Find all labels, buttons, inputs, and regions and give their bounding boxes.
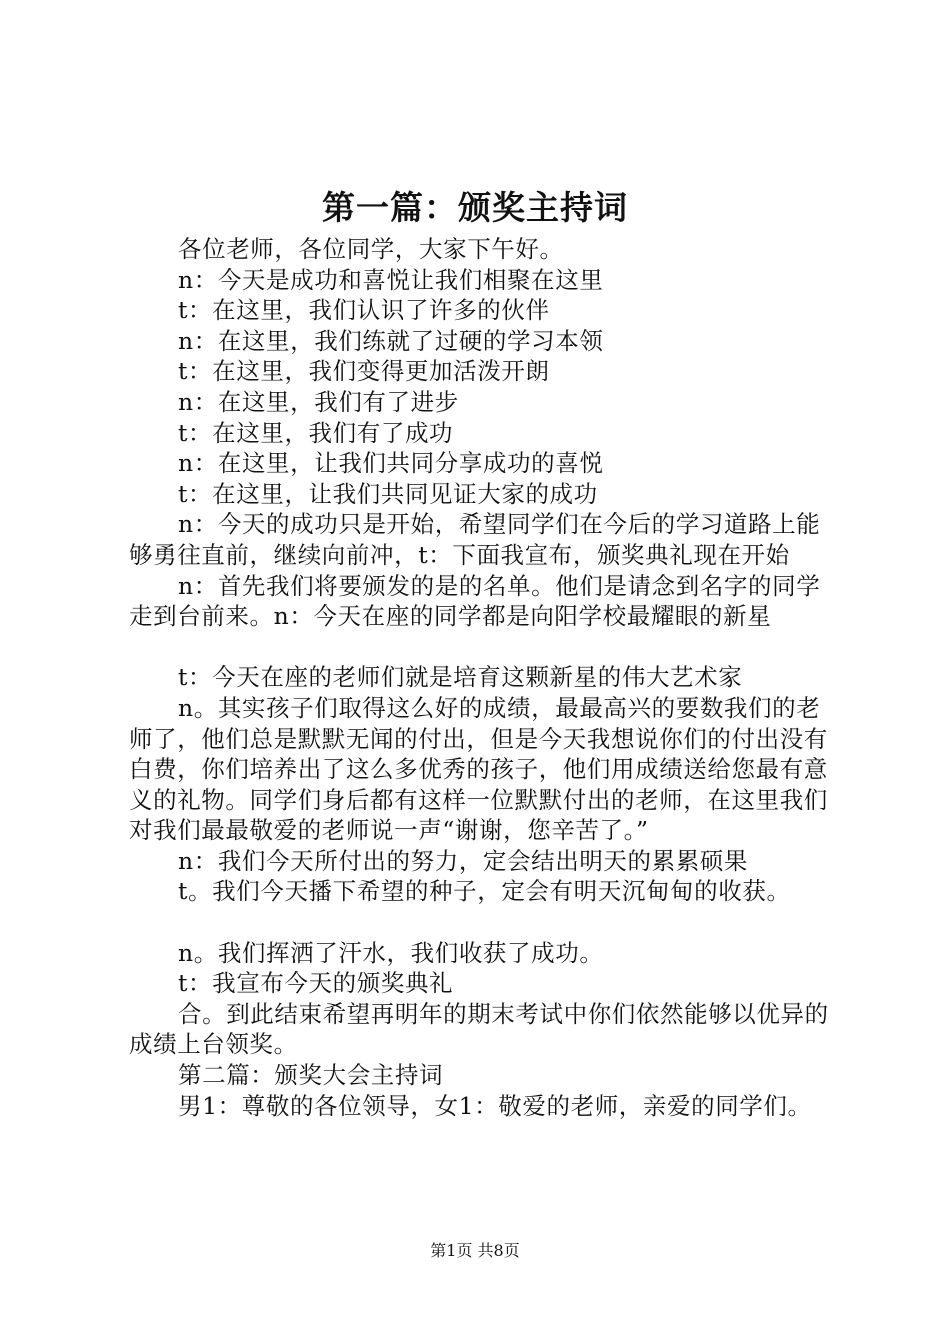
paragraph: t：在这里，我们认识了许多的伙伴 — [178, 296, 550, 325]
paragraph: n：首先我们将要颁发的是的名单。他们是请念到名字的同学走到台前来。n：今天在座的同学都是向阳学校最耀眼的新星 — [129, 571, 821, 631]
paragraph: t：我宣布今天的颁奖典礼 — [178, 969, 454, 998]
paragraph: t。我们今天播下希望的种子，定会有明天沉甸甸的收获。 — [178, 877, 791, 906]
document-title: 第一篇：颁奖主持词 — [322, 188, 628, 227]
paragraph: n：我们今天所付出的努力，定会结出明天的累累硕果 — [178, 846, 749, 875]
page-footer: 第1页 共8页 — [430, 1241, 520, 1260]
paragraph: 合。到此结束希望再明年的期末考试中你们依然能够以优异的成绩上台领奖。 — [129, 999, 829, 1059]
paragraph: n：今天是成功和喜悦让我们相聚在这里 — [178, 265, 604, 294]
section-heading: 第二篇：颁奖大会主持词 — [178, 1061, 444, 1090]
paragraph: n：今天的成功只是开始，希望同学们在今后的学习道路上能够勇往直前，继续向前冲，t：下面我宣布，颁奖典礼现在开始 — [129, 510, 821, 569]
paragraph: n：在这里，让我们共同分享成功的喜悦 — [178, 449, 604, 478]
paragraph: n。其实孩子们取得这么好的成绩，最最高兴的要数我们的老师了，他们总是默默无闻的付出，但是今天我想说你们的付出没有白费，你们培养出了这么多优秀的孩子，他们用成绩送给您最有意义的礼物。同学们身后都有这样一位默默付出的老师，在这里我们对我们最最敬爱的老师说一声“谢谢，您辛苦了。” — [129, 693, 828, 845]
paragraph: t：在这里，我们变得更加活泼开朗 — [178, 357, 550, 386]
paragraph: t：在这里，我们有了成功 — [178, 418, 454, 447]
document-body — [129, 234, 841, 1121]
paragraph: 男1：尊敬的各位领导，女1：敬爱的老师，亲爱的同学们。 — [178, 1091, 812, 1120]
blank-line — [129, 907, 841, 938]
paragraph: n：在这里，我们有了进步 — [178, 387, 459, 416]
paragraph: t：在这里，让我们共同见证大家的成功 — [178, 479, 598, 508]
blank-line — [129, 632, 841, 663]
paragraph: n。我们挥洒了汗水，我们收获了成功。 — [178, 938, 604, 967]
paragraph: n：在这里，我们练就了过硬的学习本领 — [178, 326, 604, 355]
paragraph: 各位老师，各位同学，大家下午好。 — [178, 235, 564, 263]
paragraph: t：今天在座的老师们就是培育这颗新星的伟大艺术家 — [178, 663, 743, 692]
